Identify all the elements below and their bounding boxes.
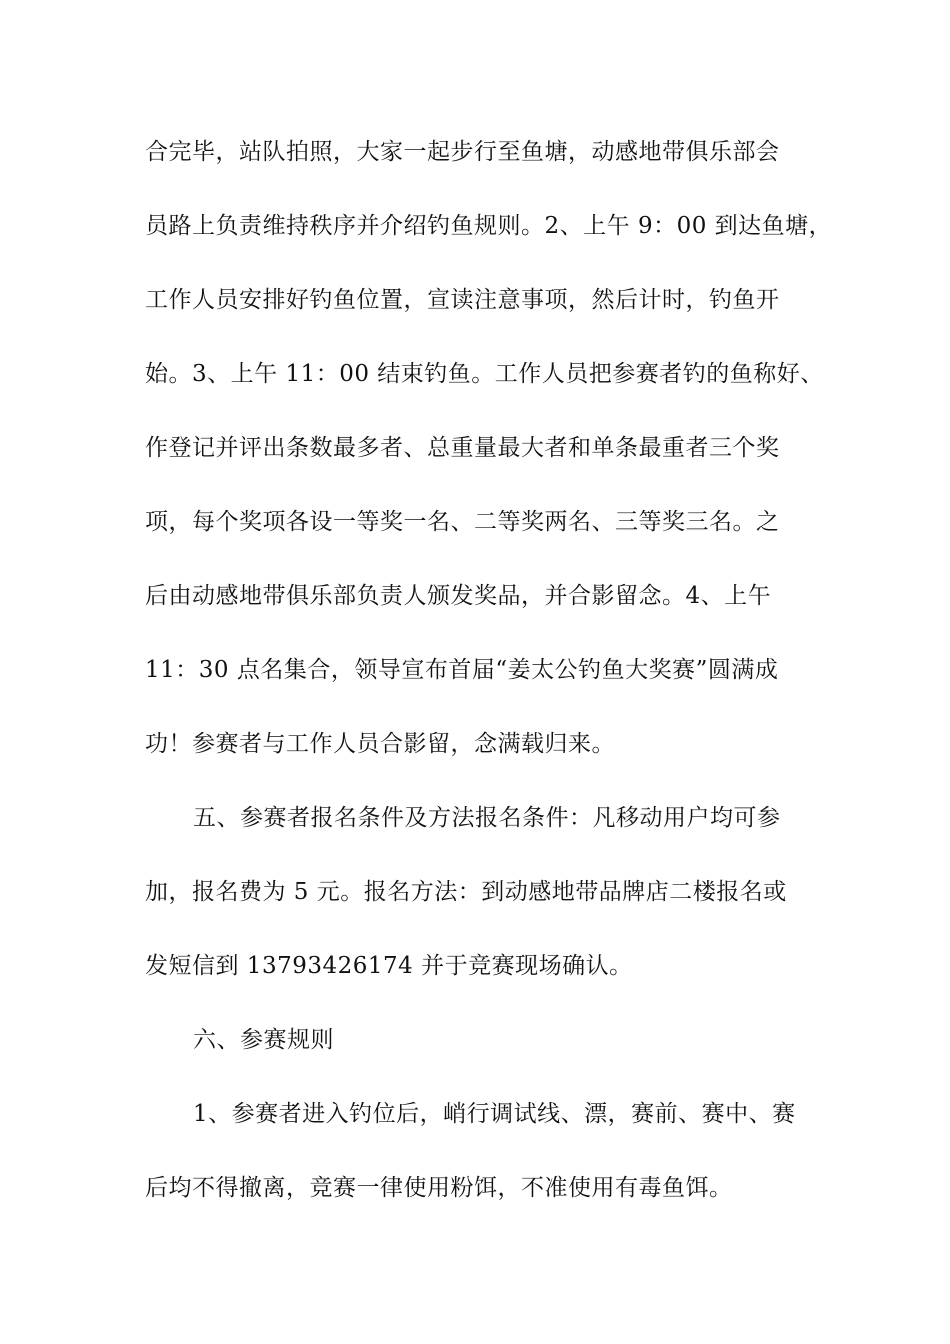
text-line: 始。3、上午 11：00 结束钓鱼。工作人员把参赛者钓的鱼称好、: [145, 361, 824, 387]
text-line: 发短信到 13793426174 并于竞赛现场确认。: [145, 953, 633, 979]
paragraph-rule-1: [145, 1090, 813, 1213]
paragraph-registration: [145, 794, 813, 991]
text-line: 后均不得撤离，竞赛一律使用粉饵，不准使用有毒鱼饵。: [145, 1175, 733, 1201]
text-line: 加，报名费为 5 元。报名方法：到动感地带品牌店二楼报名或: [145, 879, 787, 905]
text-line: 员路上负责维持秩序并介绍钓鱼规则。2、上午 9：00 到达鱼塘，: [145, 213, 833, 239]
text-line: 后由动感地带俱乐部负责人颁发奖品，并合影留念。4、上午: [145, 583, 772, 609]
document-body: [145, 128, 833, 1238]
section-heading: 六、参赛规则: [193, 1027, 334, 1053]
text-line: 11：30 点名集合，领导宣布首届“姜太公钓鱼大奖赛”圆满成: [145, 657, 779, 683]
text-line: 工作人员安排好钓鱼位置，宣读注意事项，然后计时，钓鱼开: [145, 287, 780, 313]
text-line: 1、参赛者进入钓位后，峭行调试线、漂，赛前、赛中、赛: [193, 1101, 796, 1127]
section-heading-rules: [145, 1016, 813, 1065]
text-line: 五、参赛者报名条件及方法报名条件：凡移动用户均可参: [193, 805, 781, 831]
text-line: 项，每个奖项各设一等奖一名、二等奖两名、三等奖三名。之: [145, 509, 780, 535]
text-line: 合完毕，站队拍照，大家一起步行至鱼塘，动感地带俱乐部会: [145, 139, 780, 165]
text-line: 作登记并评出条数最多者、总重量最大者和单条最重者三个奖: [145, 435, 780, 461]
paragraph-schedule: [145, 128, 833, 769]
text-line: 功！参赛者与工作人员合影留，念满载归来。: [145, 731, 615, 757]
